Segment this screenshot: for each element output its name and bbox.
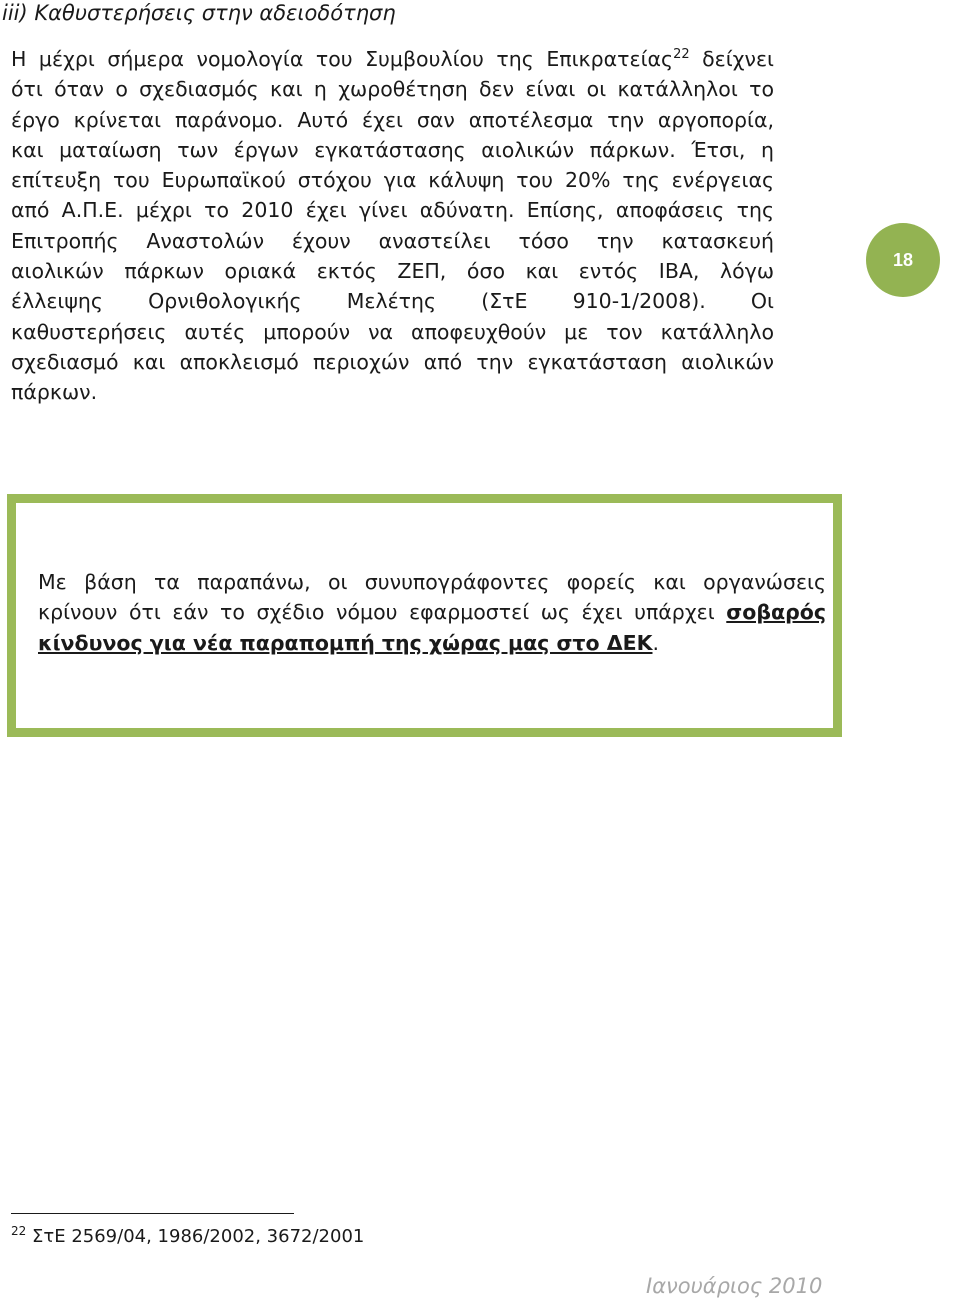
page-number-badge: 18 [866,223,940,297]
section-heading: iii) Καθυστερήσεις στην αδειοδότηση [2,1,396,25]
paragraph-text: δείχνει [689,47,774,71]
paragraph-line: ότι όταν ο σχεδιασμός και η χωροθέτηση δεν είναι οι κατάλληλοι το [11,77,774,102]
paragraph-line: από Α.Π.Ε. μέχρι το 2010 έχει γίνει αδύνατη. Επίσης, αποφάσεις της [11,198,774,223]
conclusion-end: . [652,630,660,655]
footer-date: Ιανουάριος 2010 [646,1274,823,1298]
footnote-reference[interactable]: 22 [673,47,690,63]
paragraph-line: αιολικών πάρκων οριακά εκτός ΖΕΠ, όσο και εντός ΙΒΑ, λόγω [11,259,774,284]
paragraph-line: έργο κρίνεται παράνομο. Αυτό έχει σαν αποτέλεσμα την αργοπορία, [11,107,774,132]
conclusion-text [38,567,826,658]
footnote [11,1224,364,1250]
footnote-text: ΣτΕ 2569/04, 1986/2002, 3672/2001 [32,1226,365,1247]
footnote-number: 22 [11,1224,27,1238]
conclusion-text-plain: κρίνουν ότι εάν το σχέδιο νόμου εφαρμοστεί ως έχει υπάρχει [38,600,727,625]
paragraph-line: Επιτροπής Αναστολών έχουν αναστείλει τόσο την κατασκευή [11,228,774,253]
paragraph-line: και ματαίωση των έργων εγκατάστασης αιολικών πάρκων. Έτσι, η [11,137,774,162]
paragraph-line: έλλειψης Ορνιθολογικής Μελέτης (ΣτΕ 910-1/2008). Οι [11,289,774,314]
conclusion-emphasis: σοβαρός [726,600,826,625]
paragraph-line: καθυστερήσεις αυτές μπορούν να αποφευχθούν με τον κατάλληλο [11,319,774,344]
conclusion-line [38,597,826,627]
body-paragraph [11,44,774,408]
conclusion-line: Με βάση τα παραπάνω, οι συνυπογράφοντες φορείς και οργανώσεις [38,570,826,594]
paragraph-text: Η μέχρι σήμερα νομολογία του Συμβουλίου της Επικρατείας [11,47,674,71]
paragraph-line: σχεδιασμό και αποκλεισμό περιοχών από την εγκατάσταση αιολικών [11,349,774,374]
paragraph-line [11,44,774,74]
paragraph-line: πάρκων. [11,380,98,405]
conclusion-line [38,628,826,658]
conclusion-emphasis: κίνδυνος για νέα παραπομπή της χώρας μας στο ΔΕΚ [38,630,653,655]
footnote-divider [11,1213,294,1214]
paragraph-line: επίτευξη του Ευρωπαϊκού στόχου για κάλυψη του 20% της ενέργειας [11,168,774,193]
conclusion-box [7,494,842,737]
